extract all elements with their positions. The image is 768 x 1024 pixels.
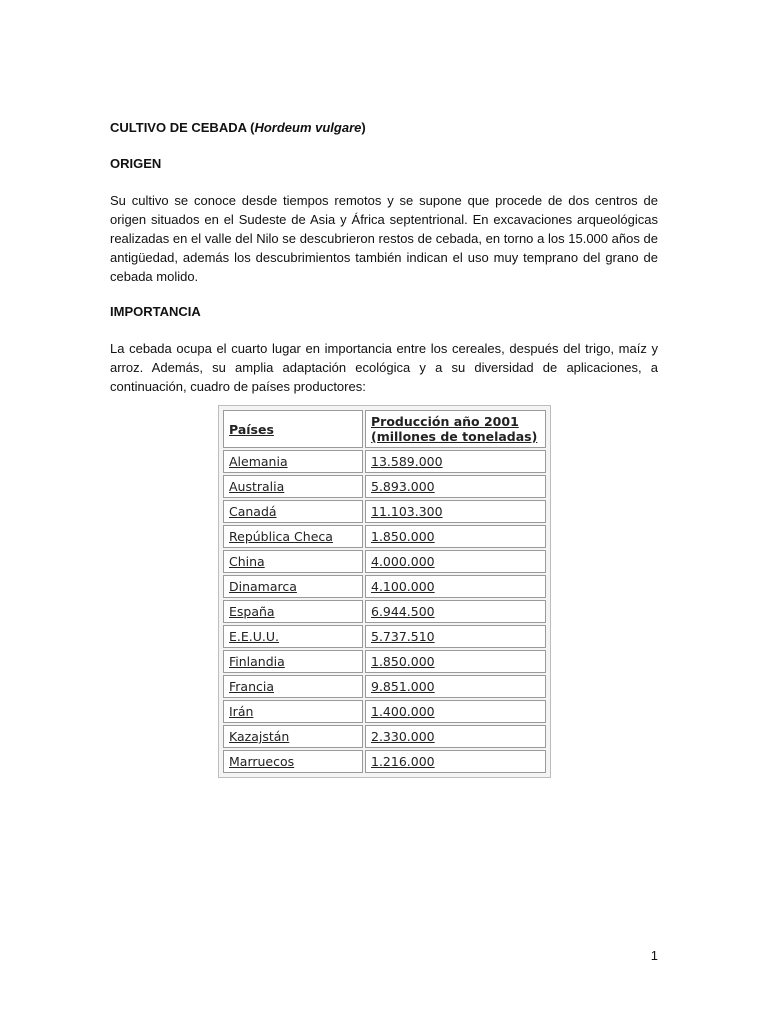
table-row — [223, 575, 546, 598]
country-cell: República Checa — [223, 525, 363, 548]
production-cell: 2.330.000 — [365, 725, 546, 748]
country-cell: Finlandia — [223, 650, 363, 673]
country-cell: Irán — [223, 700, 363, 723]
production-cell: 1.400.000 — [365, 700, 546, 723]
production-table-image — [218, 405, 551, 778]
country-cell: Alemania — [223, 450, 363, 473]
page-number: 1 — [650, 948, 658, 963]
header-country: Países — [223, 410, 363, 448]
country-cell: Marruecos — [223, 750, 363, 773]
document-title — [110, 118, 658, 138]
table-row — [223, 725, 546, 748]
country-cell: España — [223, 600, 363, 623]
scientific-name: Hordeum vulgare — [254, 120, 362, 135]
table-row — [223, 650, 546, 673]
country-cell: China — [223, 550, 363, 573]
country-cell: Dinamarca — [223, 575, 363, 598]
table-row — [223, 625, 546, 648]
table-row — [223, 750, 546, 773]
table-body — [223, 450, 546, 773]
production-cell: 9.851.000 — [365, 675, 546, 698]
origin-heading: ORIGEN — [110, 156, 162, 171]
table-row — [223, 675, 546, 698]
production-cell: 1.216.000 — [365, 750, 546, 773]
title-close-text: ) — [361, 120, 366, 135]
title-main-text: CULTIVO DE CEBADA ( — [110, 120, 255, 135]
table-row — [223, 500, 546, 523]
country-cell: Australia — [223, 475, 363, 498]
production-table — [221, 408, 548, 775]
table-row — [223, 450, 546, 473]
table-row — [223, 600, 546, 623]
production-cell: 1.850.000 — [365, 650, 546, 673]
importance-heading: IMPORTANCIA — [110, 304, 201, 319]
country-cell: Francia — [223, 675, 363, 698]
production-cell: 4.100.000 — [365, 575, 546, 598]
table-header-row — [223, 410, 546, 448]
country-cell: E.E.U.U. — [223, 625, 363, 648]
origin-paragraph: Su cultivo se conoce desde tiempos remotos y se supone que procede de dos centros de origen situados en el Sudeste de Asia y África septentrional. En excavaciones arqueológicas realizadas en el valle del Nilo se descubrieron restos de cebada, en torno a los 15.000 años de antigüedad, además los descubrimientos también indican el uso muy temprano del grano de cebada molido. — [110, 193, 658, 284]
importance-paragraph: La cebada ocupa el cuarto lugar en importancia entre los cereales, después del trigo, maíz y arroz. Además, su amplia adaptación ecológica y a su diversidad de aplicaciones, a continuación, cuadro de países productores: — [110, 341, 658, 394]
production-cell: 4.000.000 — [365, 550, 546, 573]
production-cell: 11.103.300 — [365, 500, 546, 523]
production-cell: 5.737.510 — [365, 625, 546, 648]
header-production: Producción año 2001 (millones de toneladas) — [365, 410, 546, 448]
country-cell: Canadá — [223, 500, 363, 523]
production-cell: 6.944.500 — [365, 600, 546, 623]
country-cell: Kazajstán — [223, 725, 363, 748]
table-row — [223, 700, 546, 723]
production-cell: 5.893.000 — [365, 475, 546, 498]
document-body — [110, 118, 658, 396]
table-row — [223, 550, 546, 573]
table-row — [223, 525, 546, 548]
production-cell: 1.850.000 — [365, 525, 546, 548]
production-cell: 13.589.000 — [365, 450, 546, 473]
table-row — [223, 475, 546, 498]
